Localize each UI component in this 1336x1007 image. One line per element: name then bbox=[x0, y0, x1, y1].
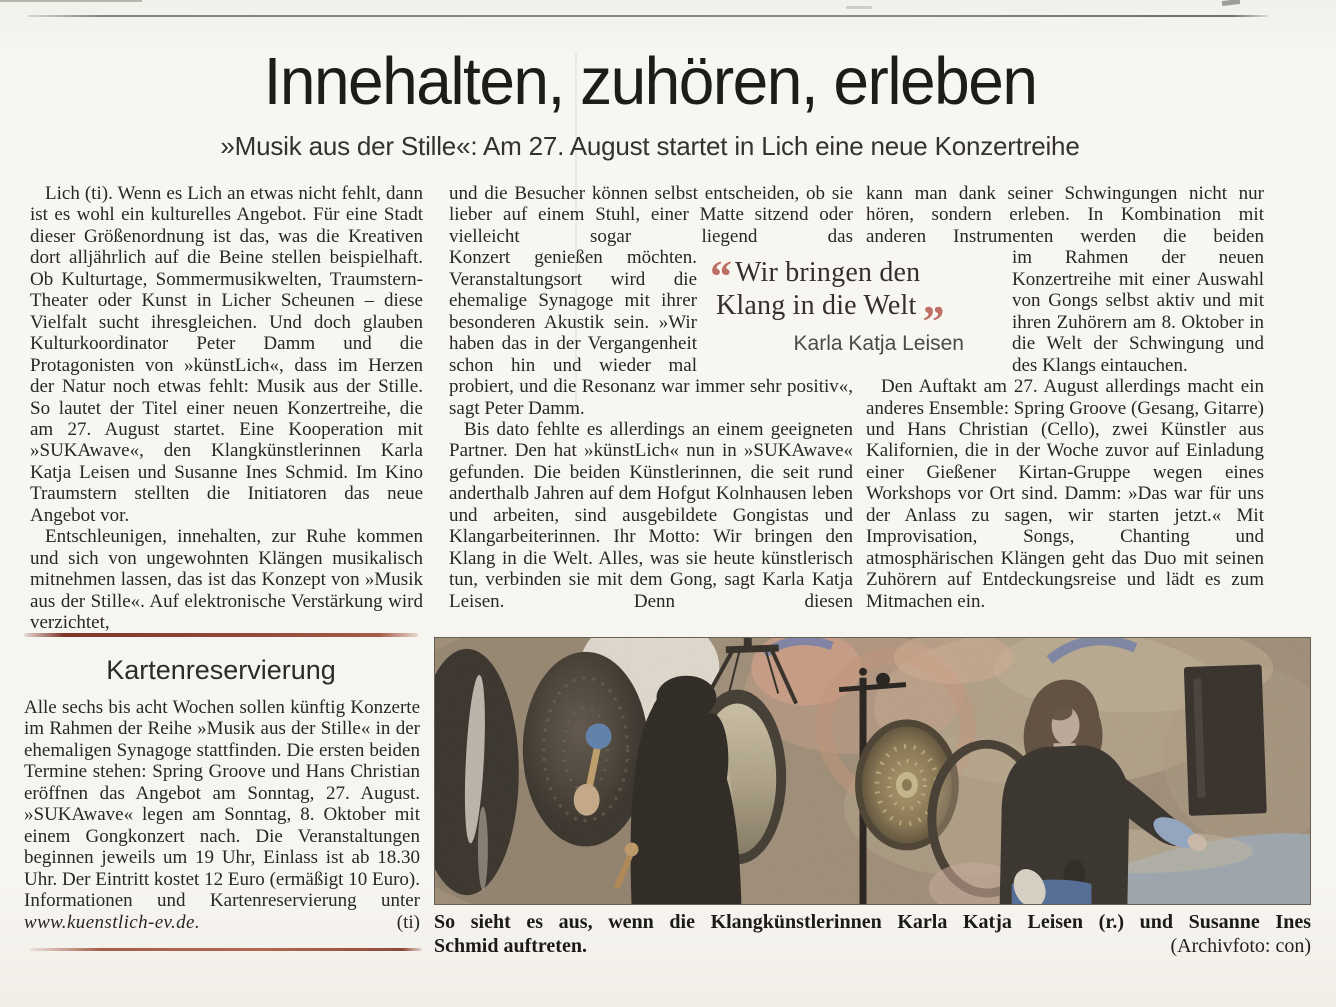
photo-credit: (Archivfoto: con) bbox=[1170, 934, 1311, 957]
column-1-paragraph-2: Entschleunigen, innehalten, zur Ruhe kommen und sich von ungewohnten Klängen musikalisch mitnehmen lassen, das ist das Konzept von »Musik aus der Stille«. Auf elektronische Verstärkung wird verzichtet, bbox=[30, 526, 423, 634]
article-column-1 bbox=[30, 183, 423, 634]
article-headline: Innehalten, zuhören, erleben bbox=[263, 43, 1037, 119]
top-rule bbox=[28, 15, 1268, 17]
concert-photo-art bbox=[435, 638, 1310, 904]
close-quote-icon: ” bbox=[922, 297, 943, 346]
scan-corner-mark bbox=[1222, 0, 1240, 6]
column-3-paragraph-2: Den Auftakt am 27. August allerdings macht ein anderes Ensemble: Spring Groove (Gesang, Gitarre) und Hans Christian (Cello), zwei Künstler aus Kalifornien, die in der Woche zuvor auf Einladung einer Gießener Kirtan-Gruppe wegen eines Workshops vor Ort sind. Damm: »Das war für uns der Anlass zu sagen, wir starten jetzt.« Mit Improvisation, Songs, Chanting und atmosphärischen Klängen geht das Duo mit seinen Zuhörern auf Entdeckungsreise und lädt es zum Mitmachen ein. bbox=[866, 376, 1264, 612]
column-2-segment-a: und die Besucher können selbst entscheiden, ob sie lieber auf einem Stuhl, einer Matte sitzend oder vielleicht sogar liegend das bbox=[449, 183, 853, 247]
info-box bbox=[24, 697, 420, 933]
column-2-segment-c: probiert, und die Resonanz war immer sehr positiv«, sagt Peter Damm. bbox=[449, 376, 853, 419]
column-2-segment-b: Konzert genießen möchten. Veranstaltungsort wird die ehemalige Synagoge mit ihrer besonderen Akustik sein. »Wir haben das in der Vergangenheit schon hin und wieder mal bbox=[449, 247, 697, 376]
column-3-segment-a: kann man dank seiner Schwingungen nicht nur hören, sondern erleben. In Kombination mit anderen Instrumenten werden die beiden bbox=[866, 183, 1264, 247]
photo-caption-line-1: So sieht es aus, wenn die Klangkünstlerinnen Karla Katja Leisen (r.) und Susanne Ines bbox=[434, 911, 1311, 933]
pull-quote bbox=[710, 252, 984, 356]
column-1-paragraph-1: Lich (ti). Wenn es Lich an etwas nicht fehlt, dann ist es wohl ein kulturelles Angebot. Für eine Stadt dieser Größenordnung ist das, was die Kreativen dort alljährlich auf die Beine stellen beispielhaft. Ob Kulturtage, Sommermusikwelten, Traumstern-Theater oder Kunst in Licher Scheunen – diese Vielfalt sucht ihresgleichen. Und doch glauben Kulturkoordinator Peter Damm und die Protagonisten von »künstLich«, dass im Herzen der Natur noch etwas fehlt: Musik aus der Stille. So lautet der Titel einer neuen Konzertreihe, die am 27. August startet. Eine Kooperation mit »SUKAwave«, den Klangkünstlerinnen Karla Katja Leisen und Susanne Ines Schmid. Im Kino Traumstern stellten die Initiatoren das neue Angebot vor. bbox=[30, 183, 423, 526]
info-box-url: www.kuenstlich-ev.de. bbox=[24, 911, 201, 933]
info-box-title: Kartenreservierung bbox=[106, 655, 336, 685]
info-box-bottom-rule bbox=[30, 948, 422, 951]
article-column-2 bbox=[449, 183, 853, 612]
pull-quote-line-1: “ Wir bringen den bbox=[710, 252, 921, 301]
scan-edge-artifact bbox=[0, 0, 142, 2]
photo-caption bbox=[434, 911, 1311, 958]
article-column-3 bbox=[866, 183, 1264, 612]
column-2-paragraph-2: Bis dato fehlte es allerdings an einem geeigneten Partner. Den hat »künstLich« nun in »SUKAwave« gefunden. Die beiden Künstlerinnen, die seit rund anderthalb Jahren auf dem Hofgut Kolnhausen leben und arbeiten, sind ausgebildete Gongistas und Klangarbeiterinnen. Ihr Motto: Wir bringen den Klang in die Welt. Alles, was sie heute künstlerisch tun, verbinden sie mit dem Gong, sagt Karla Katja Leisen. Denn diesen bbox=[449, 418, 853, 612]
info-box-body: Alle sechs bis acht Wochen sollen künftig Konzerte im Rahmen der Reihe »Musik aus der Stille« in der ehemaligen Synagoge stattfinden. Die ersten beiden Termine stehen: Spring Groove und Hans Christian eröffnen das Angebot am Sonntag, 27. August. »SUKAwave« legen am Sonntag, 8. Oktober mit einem Gongkonzert nach. Die Veranstaltungen beginnen jeweils um 19 Uhr, Einlass ist ab 18.30 Uhr. Der Eintritt kostet 12 Euro (ermäßigt 10 Euro). Informationen und Kartenreservierung unter bbox=[24, 697, 420, 912]
info-box-last-line bbox=[24, 912, 420, 933]
photo-caption-line-2: Schmid auftreten. (Archivfoto: con) bbox=[434, 934, 1311, 957]
author-tag: (ti) bbox=[396, 911, 420, 933]
concert-photo bbox=[434, 637, 1311, 905]
article-subhead: »Musik aus der Stille«: Am 27. August startet in Lich eine neue Konzertreihe bbox=[220, 131, 1080, 161]
pull-quote-line-2: Klang in die Welt ” bbox=[716, 290, 943, 346]
column-3-segment-b: im Rahmen der neuen Konzertreihe mit einer Auswahl von Gongs selbst aktiv und mit ihren Zuhörern am 8. Oktober in die Welt der Schwingung und des Klangs eintauchen. bbox=[1012, 247, 1264, 376]
scan-smudge bbox=[846, 6, 872, 9]
open-quote-icon: “ bbox=[710, 252, 730, 301]
info-box-top-rule bbox=[24, 633, 418, 637]
pull-quote-attribution: Karla Katja Leisen bbox=[793, 332, 964, 355]
